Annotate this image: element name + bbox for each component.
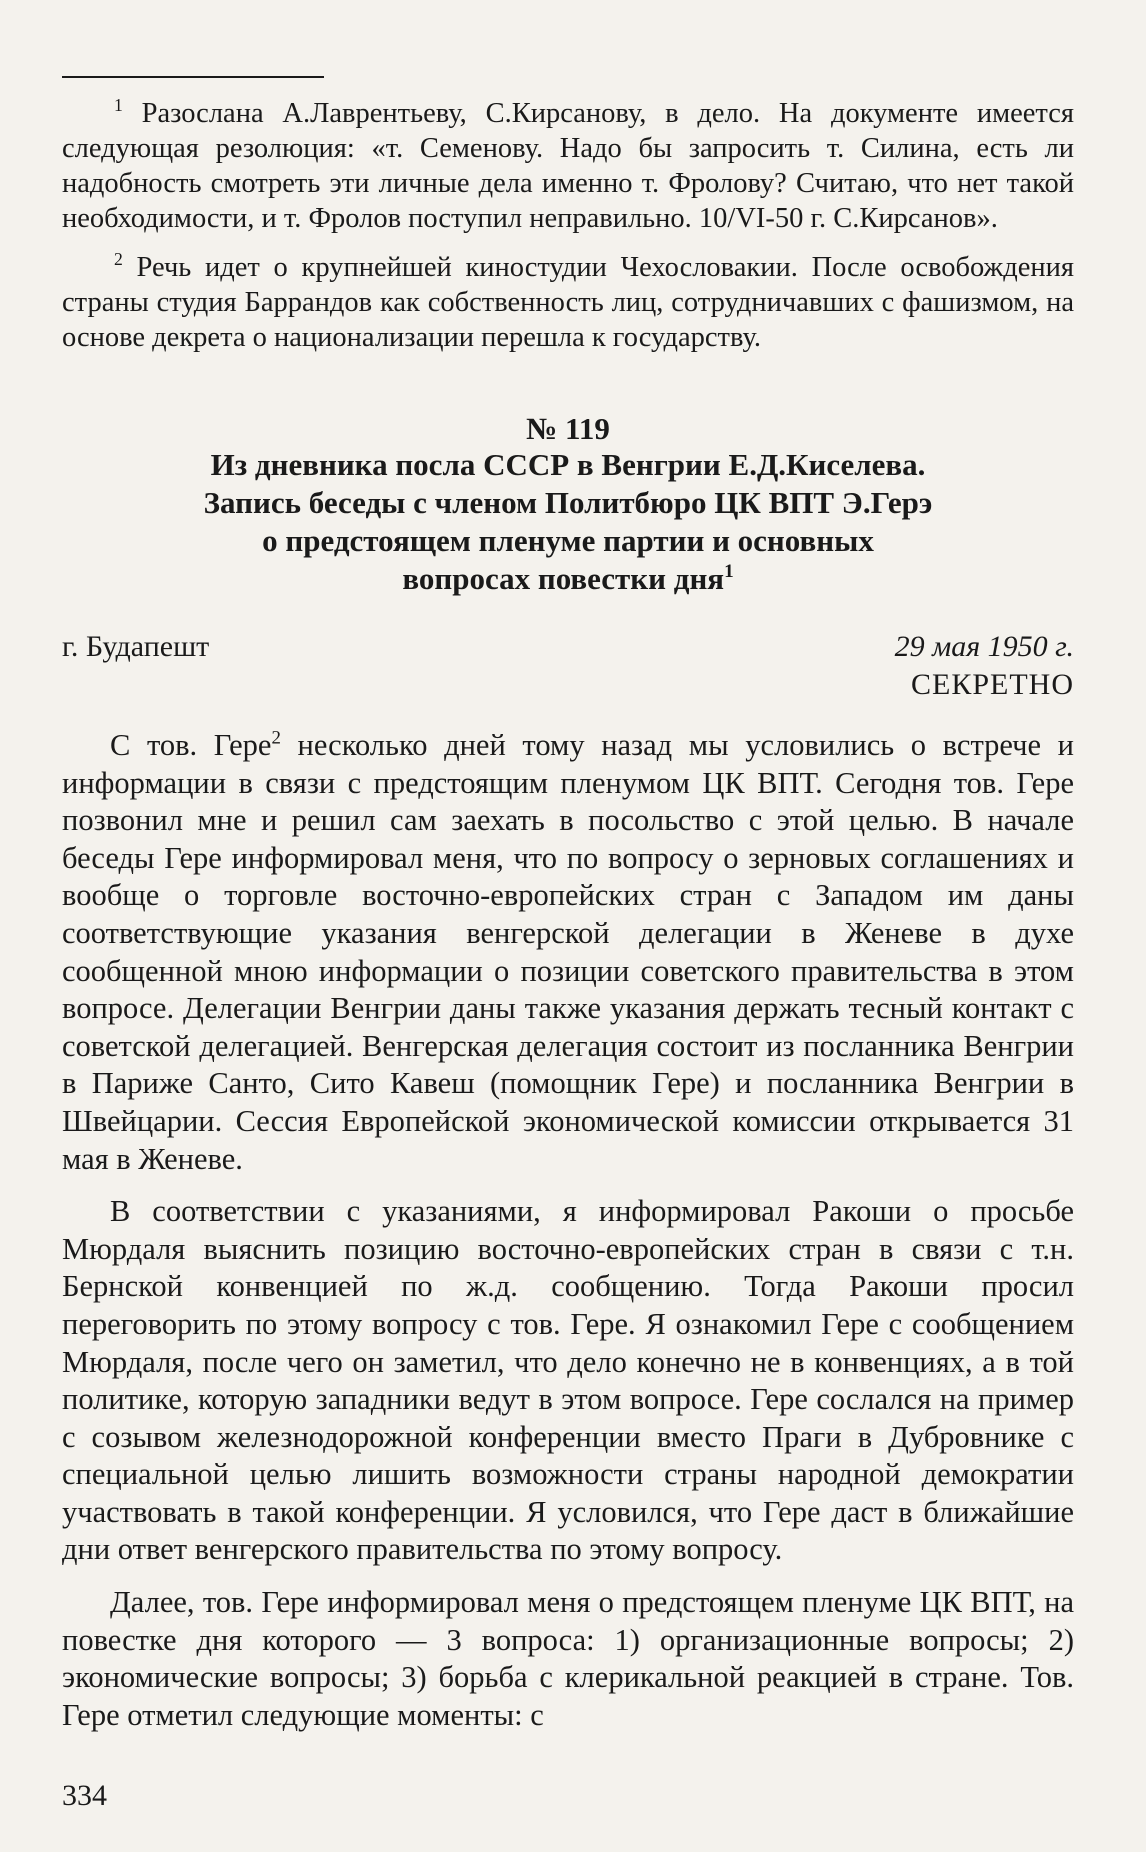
title-footnote-mark: 1	[724, 561, 734, 583]
footnote-1-text: Разослана А.Лаврентьеву, С.Кирсанову, в дело. На документе имеется следующая резолюция: «т. Семенову. Надо бы запросить т. Силина, есть ли надобность смотреть эти личные дела именно т. Фролову? Считаю, что нет такой необходимости, и т. Фролов поступил неправильно. 10/VI-50 г. С.Кирсанов».	[62, 98, 1074, 234]
paragraph-1-rest: несколько дней тому назад мы условились о встрече и информации в связи с предстоящим пленумом ЦК ВПТ. Сегодня тов. Гере позвонил мне и решил сам заехать в посольство с этой целью. В начале беседы Гере информировал меня, что по вопросу о зерновых соглашениях и вообще о торговле восточно-европейских стран с Западом им даны соответствующие указания венгерской делегации в Женеве в духе сообщенной мною информации о позиции советского правительства в этом вопросе. Делегации Венгрии даны также указания держать тесный контакт с советской делегацией. Венгерская делегация состоит из посланника Венгрии в Париже Санто, Сито Кавеш (помощник Гере) и посланника Венгрии в Швейцарии. Сессия Европейской экономической комиссии открывается 31 мая в Женеве.	[62, 728, 1075, 1176]
document-number: № 119	[526, 411, 610, 446]
paragraph-1-footnote-mark: 2	[271, 727, 281, 749]
paragraph-3: Далее, тов. Гере информировал меня о предстоящем пленуме ЦК ВПТ, на повестке дня которого — 3 вопроса: 1) организационные вопросы; 2) экономические вопросы; 3) борьба с клерикальной реакцией в стране. Тов. Гере отметил следующие моменты: с	[62, 1585, 1074, 1732]
document-place: г. Будапешт	[62, 630, 210, 663]
footnote-separator	[62, 76, 324, 78]
footnote-2-mark: 2	[114, 249, 123, 270]
title-line-4	[62, 560, 1074, 598]
document-page	[62, 0, 1074, 1852]
title-line-2: Запись беседы с членом Политбюро ЦК ВПТ Э.Герэ	[203, 485, 933, 520]
paragraph-2: В соответствии с указаниями, я информировал Ракоши о просьбе Мюрдаля выяснить позицию восточно-европейских стран в связи с т.н. Бернской конвенцией по ж.д. сообщению. Тогда Ракоши просил переговорить по этому вопросу с тов. Гере. Я ознакомил Гере с сообщением Мюрдаля, после чего он заметил, что дело конечно не в конвенциях, а в той политике, которую западники ведут в этом вопросе. Гере сослался на пример с созывом железнодорожной конференции вместо Праги в Дубровнике с специальной целью лишить возможности страны народной демократии участвовать в такой конференции. Я условился, что Гере даст в ближайшие дни ответ венгерского правительства по этому вопросу.	[62, 1194, 1074, 1567]
title-line-3: о предстоящем пленуме партии и основных	[262, 523, 874, 558]
document-title	[62, 446, 1074, 598]
document-date: 29 мая 1950 г.	[894, 630, 1074, 663]
footnote-2-text: Речь идет о крупнейшей киностудии Чехословакии. После освобождения страны студия Баррандов как собственность лиц, сотрудничавших с фашизмом, на основе декрета о национализации перешла к государству.	[62, 252, 1074, 353]
classification-stamp: СЕКРЕТНО	[910, 668, 1074, 701]
footnote-2	[62, 250, 1074, 355]
page-number: 334	[62, 1779, 107, 1812]
paragraph-1	[62, 727, 1074, 1178]
title-line-1: Из дневника посла СССР в Венгрии Е.Д.Киселева.	[210, 447, 926, 482]
paragraph-1-start: С тов. Гере	[110, 728, 272, 762]
document-body	[62, 727, 1074, 1749]
footnote-1	[62, 96, 1074, 236]
footnote-1-mark: 1	[114, 95, 123, 116]
footnotes	[62, 96, 1074, 369]
title-line-4-text: вопросах повестки дня	[402, 561, 725, 596]
